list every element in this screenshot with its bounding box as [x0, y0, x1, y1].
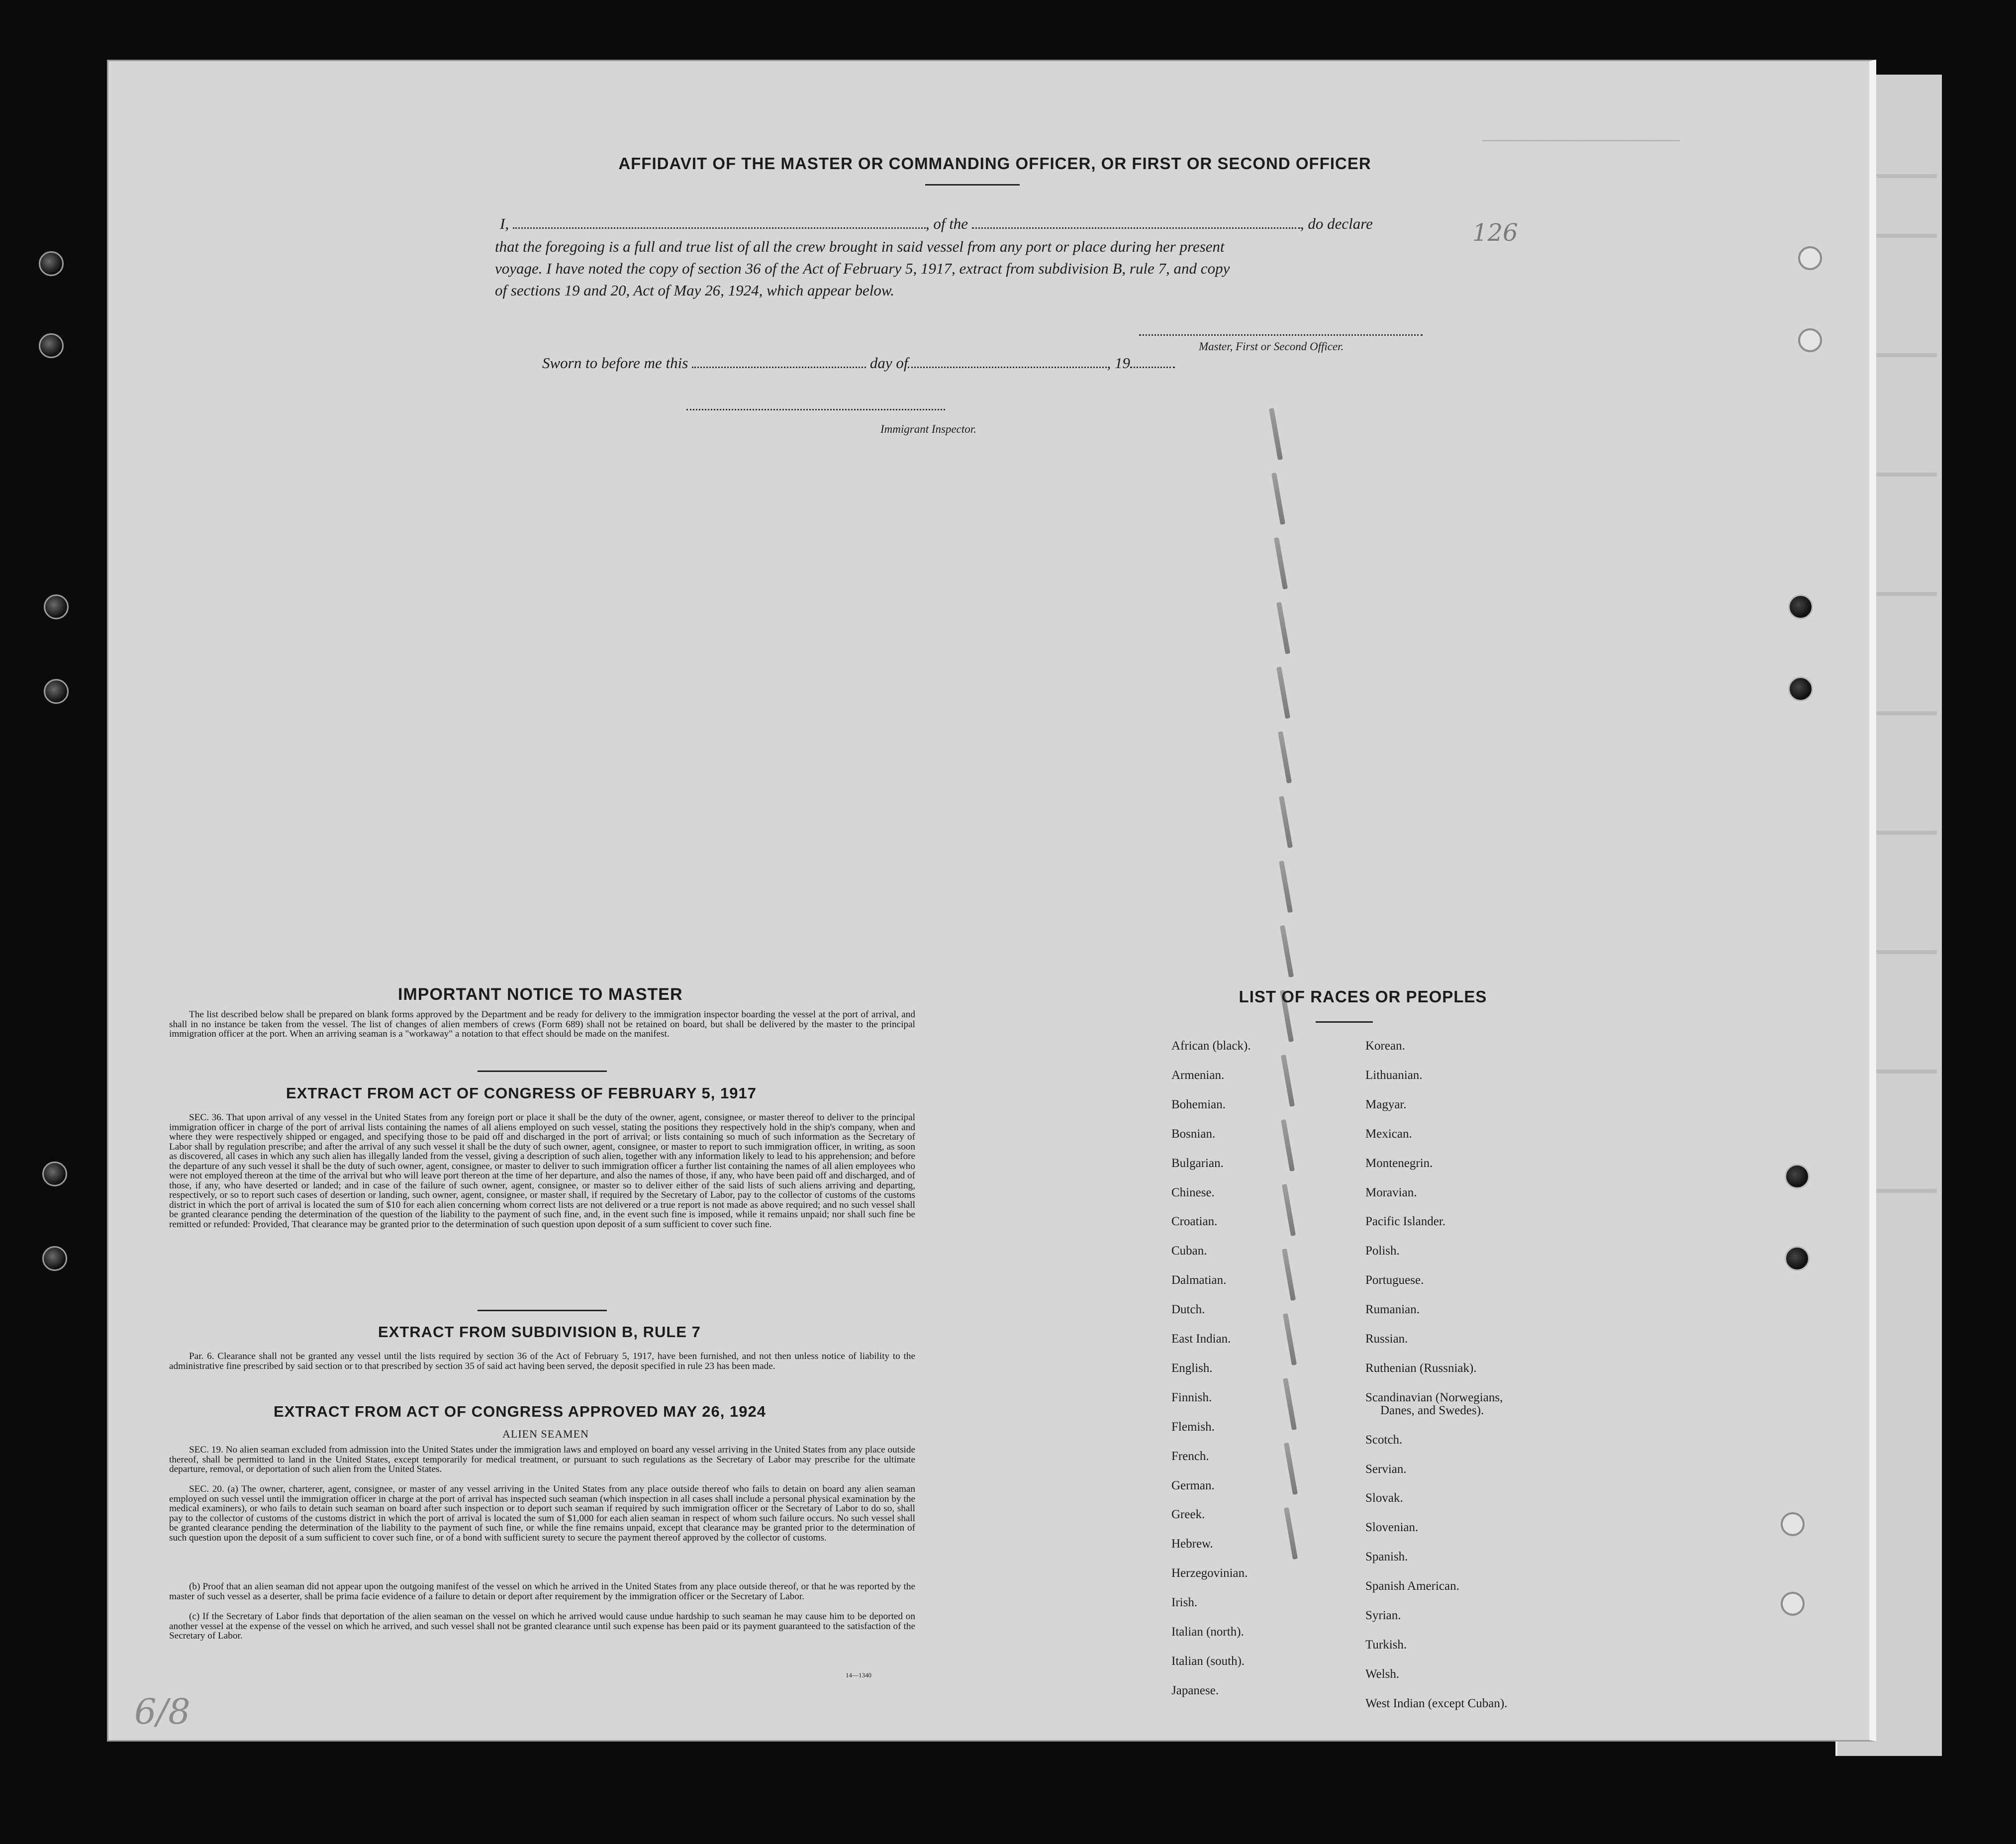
race-list-item: Lithuanian.: [1365, 1068, 1423, 1082]
divider: [925, 184, 1020, 186]
binder-hole-icon: [1788, 594, 1813, 619]
affidavit-line-1-middle: , of the: [925, 215, 968, 232]
binder-hole-icon: [44, 679, 69, 704]
race-list-item: Syrian.: [1365, 1609, 1401, 1622]
race-list-item: West Indian (except Cuban).: [1365, 1696, 1508, 1710]
master-signature-label: Master, First or Second Officer.: [1199, 340, 1344, 353]
race-list-item: Korean.: [1365, 1039, 1405, 1053]
binder-hole-icon: [39, 251, 64, 276]
race-list-item: Moravian.: [1365, 1185, 1417, 1199]
sworn-year-label: , 19: [1107, 354, 1130, 372]
race-list-item: Italian (north).: [1171, 1625, 1244, 1639]
binder-hole-icon: [1785, 1246, 1810, 1271]
race-list-item: Turkish.: [1365, 1638, 1407, 1651]
notice-title: IMPORTANT NOTICE TO MASTER: [398, 985, 683, 1004]
affidavit-line-3: voyage. I have noted the copy of section 36 of the Act of February 5, 1917, extract from subdivision B, rule 7, and copy: [495, 260, 1230, 277]
race-list-item: Welsh.: [1365, 1667, 1400, 1681]
race-list-item: Spanish.: [1365, 1550, 1408, 1564]
binder-ring-icon: [1798, 246, 1822, 270]
race-list-item: Bohemian.: [1171, 1097, 1226, 1111]
affidavit-line-1-prefix: I,: [500, 215, 509, 232]
race-list-item: English.: [1171, 1361, 1213, 1375]
name-blank-field[interactable]: [513, 216, 926, 229]
handwritten-margin-note: 6/8: [134, 1691, 191, 1732]
race-list-item: Ruthenian (Russniak).: [1365, 1361, 1477, 1375]
sec-19-text: SEC. 19. No alien seaman excluded from admission into the United States under the immigration laws and employed on board any vessel arriving in the United States from any place outside thereof, shall be permitted to land in the United States, except temporarily for medical treatment, or pursuant to such regulations as the Secretary of Labor may prescribe for the ultimate departure, removal, or deportation of such alien from the United States.: [169, 1445, 915, 1474]
race-list-item: Greek.: [1171, 1508, 1205, 1522]
vessel-blank-field[interactable]: [972, 216, 1300, 229]
race-list-item: East Indian.: [1171, 1332, 1231, 1346]
master-signature-field[interactable]: [1139, 323, 1423, 336]
race-list-item: Italian (south).: [1171, 1654, 1245, 1668]
race-list-item: Armenian.: [1171, 1068, 1225, 1082]
race-list-item: Japanese.: [1171, 1683, 1219, 1697]
divider: [478, 1070, 607, 1072]
divider: [1316, 1021, 1373, 1023]
page-number: 126: [1472, 219, 1518, 247]
race-list-item: Dutch.: [1171, 1303, 1205, 1317]
race-list-item: Croatian.: [1171, 1215, 1218, 1229]
race-list-item: French.: [1171, 1449, 1209, 1463]
race-list-item: Servian.: [1365, 1462, 1407, 1476]
binder-ring-icon: [1798, 328, 1822, 352]
extract-rule7-text: Par. 6. Clearance shall not be granted any vessel until the lists required by section 36 of the Act of February 5, 1917, have been furnished, and not then unless notice of liability to the administrative fine prescribed by said section or to that prescribed by section 35 of said act having been served, the deposit specified in rule 23 has been made.: [169, 1351, 915, 1371]
inspector-signature-label: Immigrant Inspector.: [880, 423, 976, 435]
race-list-item: Russian.: [1365, 1332, 1408, 1346]
binder-hole-icon: [1788, 677, 1813, 701]
race-list-item: Bosnian.: [1171, 1127, 1216, 1141]
race-list-item: Scotch.: [1365, 1433, 1403, 1447]
notice-text: The list described below shall be prepared on blank forms approved by the Department and be ready for delivery to the immigration inspector boarding the vessel at the port of arrival, and shall in no instance be taken from the vessel. The list of changes of alien members of crews (Form 689) shall not be retained on board, but shall be delivered by the master to the principal immigration officer at the port. When an arriving seaman is a "workaway" a notation to that effect should be made on the manifest.: [169, 1009, 915, 1039]
sworn-year-field[interactable]: [1130, 356, 1175, 368]
race-list-item: Slovenian.: [1365, 1521, 1419, 1535]
affidavit-line-4: of sections 19 and 20, Act of May 26, 1924, which appear below.: [495, 282, 895, 299]
race-list-item: German.: [1171, 1478, 1215, 1492]
race-list-item: Cuban.: [1171, 1244, 1207, 1258]
extract-1917-title: EXTRACT FROM ACT OF CONGRESS OF FEBRUARY 5, 1917: [286, 1084, 757, 1102]
race-list-item: Montenegrin.: [1365, 1156, 1433, 1170]
binder-ring-icon: [1781, 1592, 1805, 1616]
race-list-item: Finnish.: [1171, 1390, 1212, 1404]
binder-hole-icon: [44, 594, 69, 619]
sec-20b-text: (b) Proof that an alien seaman did not appear upon the outgoing manifest of the vessel on which he arrived in the United States from any place outside thereof, or that he was reported by the master of such vessel as a deserter, shall be prima facie evidence of a failure to detain or deport after requirement by the immigration officer or the Secretary of Labor.: [169, 1581, 915, 1602]
sec-20c-text: (c) If the Secretary of Labor finds that deportation of the alien seaman on the vessel on which he arrived would cause undue hardship to such seaman he may cause him to be deported on another vessel at the expense of the vessel on which he arrived, and such vessel shall not be granted clearance until such expense has been paid or its payment guaranteed to the satisfaction of the Secretary of Labor.: [169, 1611, 915, 1641]
sworn-day-label: day of: [869, 354, 908, 372]
race-list-item: Polish.: [1365, 1244, 1400, 1258]
affidavit-line-1-suffix: , do declare: [1300, 215, 1373, 232]
binder-ring-icon: [1781, 1512, 1805, 1536]
race-list-item: Dalmatian.: [1171, 1273, 1227, 1287]
extract-rule7-title: EXTRACT FROM SUBDIVISION B, RULE 7: [378, 1323, 701, 1341]
race-list-item: Danes, and Swedes).: [1380, 1403, 1484, 1417]
affidavit-line-1: [500, 215, 1373, 233]
sec-20a-text: SEC. 20. (a) The owner, charterer, agent, consignee, or master of any vessel arriving in the United States from any place outside thereof who fails to detain on board any alien seaman employed on such vessel until the immigration officer in charge at the port of arrival has inspected such seaman (which inspection in all cases shall include a personal physical examination by the medical examiners), or who fails to detain such seaman on board after such inspection or to deport such seaman if required by such immigration officer or the Secretary of Labor to do so, shall pay to the collector of customs of the customs district in which the port of arrival is located the sum of $1,000 for each alien seaman in respect of whom such failure occurs. No such vessel shall be granted clearance pending the determination of the liability to the payment of such fine, or while the fine remains unpaid, except that clearance may be granted prior to the determination of such question upon the deposit of a sum sufficient to cover such fine, or of a bond with sufficient surety to secure the payment thereof approved by the collector of customs.: [169, 1484, 915, 1543]
alien-seamen-heading: ALIEN SEAMEN: [502, 1428, 589, 1440]
race-list-item: Pacific Islander.: [1365, 1215, 1446, 1229]
binder-hole-icon: [42, 1246, 67, 1271]
extract-1924-title: EXTRACT FROM ACT OF CONGRESS APPROVED MAY 26, 1924: [274, 1403, 766, 1420]
divider: [478, 1310, 607, 1311]
race-list-item: Herzegovinian.: [1171, 1566, 1248, 1580]
race-list-item: Irish.: [1171, 1596, 1198, 1610]
race-list-item: Scandinavian (Norwegians,: [1365, 1390, 1503, 1404]
inspector-signature-field[interactable]: [686, 398, 945, 410]
race-list-item: Chinese.: [1171, 1185, 1215, 1199]
race-list-item: Bulgarian.: [1171, 1156, 1224, 1170]
extract-1917-text: SEC. 36. That upon arrival of any vessel in the United States from any foreign port or place it shall be the duty of the owner, agent, consignee, or master thereof to deliver to the principal immigration officer in charge of the port of arrival lists containing the names of all aliens employed on such vessel, stating the positions they respectively hold in the ship's company, when and where they were respectively shipped or engaged, and specifying those to be paid off and discharged in the port of arrival; or lists containing so much of such information as the Secretary of Labor shall by regulation prescribe; and after the arrival of any such vessel it shall be the duty of such owner, agent, consignee, or master to report to such immigration officer, in writing, as soon as discovered, all cases in which any such alien has illegally landed from the vessel, giving a description of such alien, together with any information likely to lead to his apprehension; and before the departure of any such vessel it shall be the duty of such owner, agent, consignee, or master to deliver to such immigration officer a further list containing the names of all alien employees who were not employed thereon at the time of the arrival but who will leave port thereon at the time of her departure, and also the names of those, if any, who have been paid off and discharged, and of those, if any, who have deserted or landed; and in case of the failure of such owner, agent, consignee, or master so to deliver either of the said lists of such aliens arriving and departing, respectively, or so to report such cases of desertion or landing, such owner, agent, consignee, or master shall, if required by the Secretary of Labor, pay to the collector of customs of the customs district in which the port of arrival is located the sum of $10 for each alien concerning whom correct lists are not delivered or a true report is not made as above required; and no such vessel shall be granted clearance pending the determination of the question of the liability to the payment of such fine, and, in the event such fine is imposed, while it remains unpaid; nor shall such fine be remitted or refunded: Provided, That clearance may be granted prior to the determination of such question upon deposit of a sum sufficient to cover such fine.: [169, 1112, 915, 1230]
sworn-prefix: Sworn to before me this: [542, 354, 688, 372]
affidavit-title: AFFIDAVIT OF THE MASTER OR COMMANDING OFFICER, OR FIRST OR SECOND OFFICER: [618, 154, 1371, 173]
binder-hole-icon: [39, 333, 64, 358]
binder-hole-icon: [1785, 1164, 1810, 1189]
race-list-item: Hebrew.: [1171, 1537, 1213, 1551]
sworn-month-field[interactable]: [908, 356, 1107, 368]
race-list-item: Portuguese.: [1365, 1273, 1424, 1287]
races-title: LIST OF RACES OR PEOPLES: [1239, 987, 1487, 1006]
race-list-item: African (black).: [1171, 1039, 1251, 1053]
race-list-item: Magyar.: [1365, 1097, 1407, 1111]
race-list-item: Spanish American.: [1365, 1579, 1459, 1593]
race-list-item: Rumanian.: [1365, 1303, 1420, 1317]
sworn-day-field[interactable]: [692, 356, 866, 368]
race-list-item: Mexican.: [1365, 1127, 1412, 1141]
show-through-text: ──────────────: [1482, 129, 1680, 151]
form-number: 14—1340: [846, 1671, 871, 1679]
binder-hole-icon: [42, 1162, 67, 1186]
sworn-line: [542, 354, 1175, 372]
race-list-item: Slovak.: [1365, 1491, 1403, 1505]
race-list-item: Flemish.: [1171, 1420, 1215, 1434]
affidavit-line-2: that the foregoing is a full and true list of all the crew brought in said vessel from any port or place during her present: [495, 238, 1225, 255]
